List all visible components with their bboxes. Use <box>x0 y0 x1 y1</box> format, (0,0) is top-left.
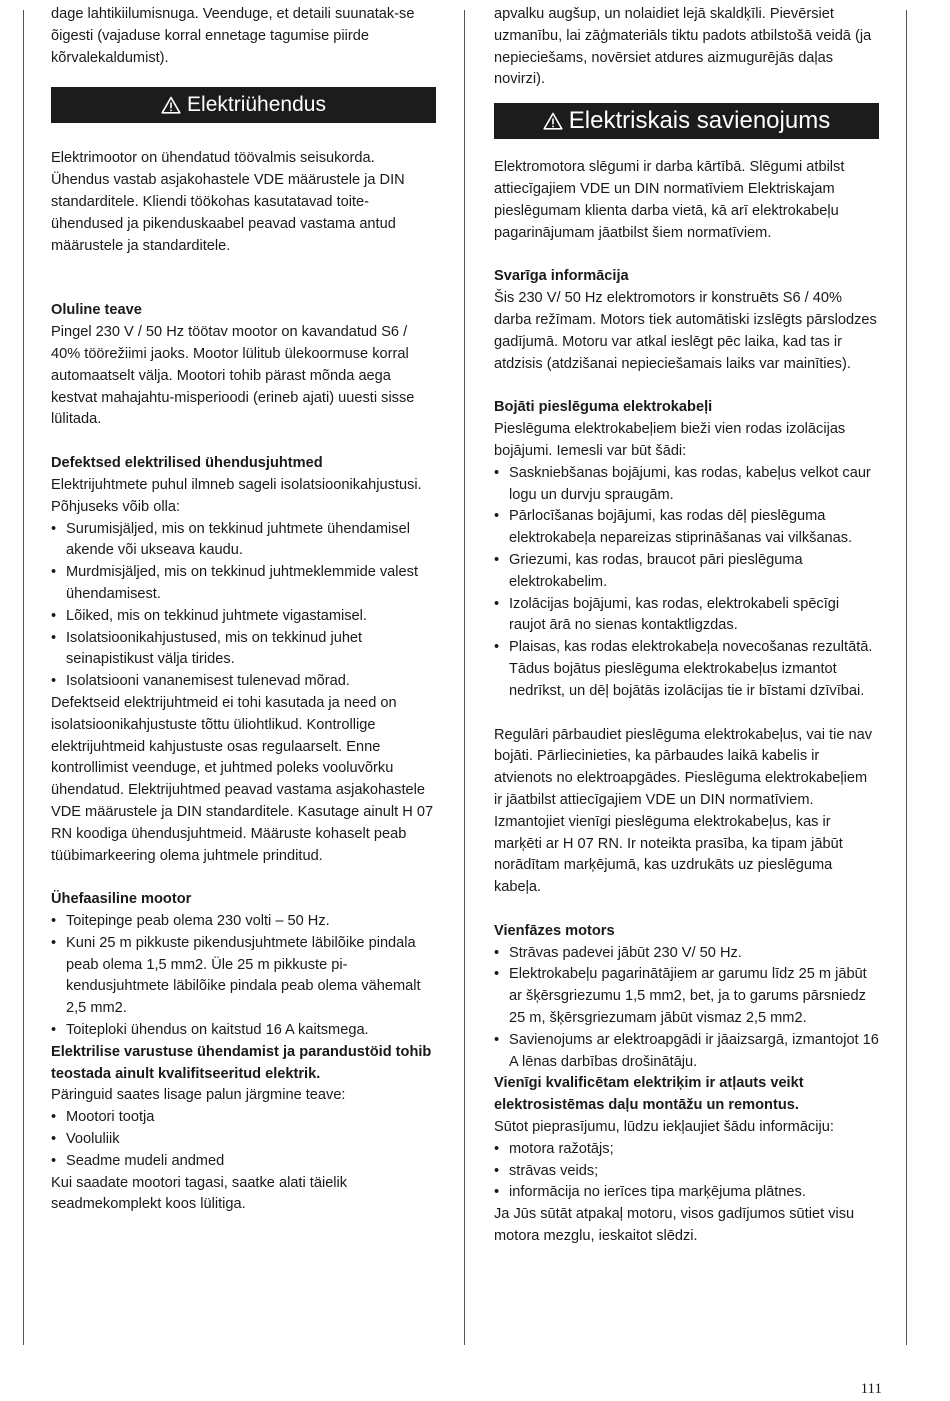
right-connection-text: Elektromotora slēgumi ir darba kārtībā. Slēgumi atbilst attiecīgajiem VDE un DIN normatīviem Elektriskajam pieslēgumam klienta darba vietā, kā arī elektrokabeļu pagarinājumam jāatbilst šiem normatīviem. <box>494 159 845 241</box>
left-request-list <box>51 1107 436 1172</box>
list-item: • Seadme mudeli andmed <box>51 1151 436 1173</box>
list-item: • Saskniebšanas bojājumi, kas rodas, kabeļus velkot caur logu un durvju spraugām. <box>494 463 879 507</box>
left-single-phase-title: Ühefaasiline mootor <box>51 891 192 908</box>
list-item: • Plaisas, kas rodas elektrokabeļa novecošanas rezultātā. Tādus bojātus pieslēguma elektrokabeļus izmantot nedrīkst, un dēļ bojātās izolācijas tie ir bīstami dzīvībai. <box>494 637 879 702</box>
left-important-text: Pingel 230 V / 50 Hz töötav mootor on kavandatud S6 / 40% töörežiimi jaoks. Mootor lülitub ülekoormuse korral automaatselt välja. Mootori tohib pärast mõnda aega kestvat mahajahtu-misperioodi (erineb ajati) uuesti sisse lülitada. <box>51 324 415 428</box>
left-defective-intro: Elektrijuhtmete puhul ilmneb sageli isolatsioonikahjustusi. Põhjuseks võib olla: <box>51 476 422 515</box>
left-margin-rule <box>23 10 24 1345</box>
right-section-header <box>494 103 879 139</box>
left-closing-text: Kui saadate mootori tagasi, saatke alati täielik seadmekomplekt koos lülitiga. <box>51 1174 348 1213</box>
list-item: • Toitepinge peab olema 230 volti – 50 Hz. <box>51 911 436 933</box>
right-defective-list <box>494 463 879 703</box>
left-intro-text: dage lahtikiilumisnuga. Veenduge, et detaili suunatak-se õigesti (vajaduse korral ennetage tagumise piirde kõrvalekaldumist). <box>51 6 415 66</box>
list-item: • strāvas veids; <box>494 1161 879 1183</box>
left-section-title: Elektriühendus <box>187 93 326 117</box>
right-closing-text: Ja Jūs sūtāt atpakaļ motoru, visos gadījumos sūtiet visu motora mezglu, ieskaitot slēdzi. <box>494 1206 855 1245</box>
right-margin-rule <box>906 10 907 1345</box>
list-item: • Toiteploki ühendus on kaitstud 16 A kaitsmega. <box>51 1020 436 1042</box>
left-single-phase-list <box>51 911 436 1042</box>
left-column <box>51 4 436 1216</box>
right-single-phase-list <box>494 943 879 1074</box>
right-defective-text: Regulāri pārbaudiet pieslēguma elektrokabeļus, vai tie nav bojāti. Pārliecinieties, ka pārbaudes laikā kabelis ir atvienots no elektroapgādes. Pieslēguma elektrokabeļiem ir jāatbilst attiecīgajiem VDE un DIN normatīviem. Izmantojiet vienīgi pieslēguma elektrokabeļus, kas ir marķēti ar H 07 RN. Ir noteikta prasība, ka tipam jābūt norādītam marķējumā, kas uzdrukāts uz pieslēguma kabeļa. <box>494 726 873 896</box>
list-item: • Surumisjäljed, mis on tekkinud juhtmete ühendamisel akende või ukseava kaudu. <box>51 519 436 563</box>
warning-icon <box>543 112 563 130</box>
right-important-title: Svarīga informācija <box>494 268 629 285</box>
list-item: • Strāvas padevei jābūt 230 V/ 50 Hz. <box>494 943 879 965</box>
center-column-rule <box>464 10 465 1345</box>
right-section-title: Elektriskais savienojums <box>568 107 831 135</box>
right-intro-text: apvalku augšup, un nolaidiet lejā skaldķīli. Pievērsiet uzmanību, lai zāģmateriāls tiktu padots atbilstošā veidā (ja nepieciešams, novērsiet atdures aizmugurējās daļas novirzi). <box>494 6 872 88</box>
page-number: 111 <box>860 1381 882 1397</box>
right-request-list <box>494 1139 879 1204</box>
right-defective-title: Bojāti pieslēguma elektrokabeļi <box>494 399 713 416</box>
right-electrician-note: Vienīgi kvalificētam elektriķim ir atļauts veikt elektrosistēmas daļu montāžu un remontus. <box>494 1075 804 1114</box>
list-item: • Murdmisjäljed, mis on tekkinud juhtmeklemmide valest ühendamisest. <box>51 562 436 606</box>
list-item: • Izolācijas bojājumi, kas rodas, elektrokabeli spēcīgi raujot ārā no sienas kontaktligzdas. <box>494 594 879 638</box>
left-defective-title: Defektsed elektrilised ühendusjuhtmed <box>51 455 323 472</box>
right-single-phase-title: Vienfāzes motors <box>494 922 615 939</box>
list-item: • motora ražotājs; <box>494 1139 879 1161</box>
left-defective-list <box>51 519 436 693</box>
left-request-text: Päringuid saates lisage palun järgmine teave: <box>51 1087 346 1104</box>
left-electrician-note: Elektrilise varustuse ühendamist ja parandustöid tohib teostada ainult kvalifitseeritud elektrik. <box>51 1043 432 1082</box>
right-column <box>494 4 879 1248</box>
left-section-header <box>51 87 436 123</box>
list-item: • informācija no ierīces tipa marķējuma plātnes. <box>494 1182 879 1204</box>
list-item: • Griezumi, kas rodas, braucot pāri pieslēguma elektrokabelim. <box>494 550 879 594</box>
right-request-text: Sūtot pieprasījumu, lūdzu iekļaujiet šādu informāciju: <box>494 1119 834 1136</box>
list-item: • Kuni 25 m pikkuste pikendusjuhtmete läbilõike pindala peab olema 1,5 mm2. Üle 25 m pikkuste pi-kendusjuhtmete läbilõike pindala peab olema vähemalt 2,5 mm2. <box>51 933 436 1020</box>
left-defective-text: Defektseid elektrijuhtmeid ei tohi kasutada ja need on isolatsioonikahjustuste tõttu üliohtlikud. Kontrollige elektrijuhtmeid kahjustuste osas regulaarselt. Enne kontrollimist veenduge, et juhtmed poleks vooluvõrku ühendatud. Elektrijuhtmed peavad vastama asjakohastele VDE määrustele ja DIN standarditele. Kasutage ainult H 07 RN koodiga ühendusjuhtmeid. Määruste kohaselt peab tüübimarkeering olema juhtmele prinditud. <box>51 694 434 864</box>
list-item: • Isolatsiooni vananemisest tulenevad mõrad. <box>51 671 436 693</box>
list-item: • Elektrokabeļu pagarinātājiem ar garumu līdz 25 m jābūt ar šķērsgriezumu 1,5 mm2, bet, ja to garums pārsniedz 25 m, šķērsgriezumam jābūt vismaz 2,5 mm2. <box>494 964 879 1029</box>
left-important-title: Oluline teave <box>51 302 142 319</box>
right-important-text: Šis 230 V/ 50 Hz elektromotors ir konstruēts S6 / 40% darba režīmam. Motors tiek automātiski izslēgts pārslodzes gadījumā. Motoru var atkal ieslēgt pēc laika, kad tas ir atdzisis (atdzišanai nepieciešamais laiks var mainīties). <box>494 290 877 372</box>
list-item: • Vooluliik <box>51 1129 436 1151</box>
list-item: • Isolatsioonikahjustused, mis on tekkinud juhet seinapistikust välja tirides. <box>51 628 436 672</box>
list-item: • Lõiked, mis on tekkinud juhtmete vigastamisel. <box>51 606 436 628</box>
list-item: • Savienojums ar elektroapgādi ir jāaizsargā, izmantojot 16 A lēnas darbības drošinātāju. <box>494 1030 879 1074</box>
left-connection-text: Elektrimootor on ühendatud töövalmis seisukorda. Ühendus vastab asjakohastele VDE määrustele ja DIN standarditele. Kliendi töökohas kasutatavad toite-ühendused ja pikenduskaabel peavad vastama antud määrustele ja standarditele. <box>51 150 405 254</box>
warning-icon <box>161 96 181 114</box>
list-item: • Pārlocīšanas bojājumi, kas rodas dēļ pieslēguma elektrokabeļa nepareizas stiprināšanas vai vilkšanas. <box>494 506 879 550</box>
right-defective-intro: Pieslēguma elektrokabeļiem bieži vien rodas izolācijas bojājumi. Iemesli var būt šādi: <box>494 421 846 459</box>
list-item: • Mootori tootja <box>51 1107 436 1129</box>
